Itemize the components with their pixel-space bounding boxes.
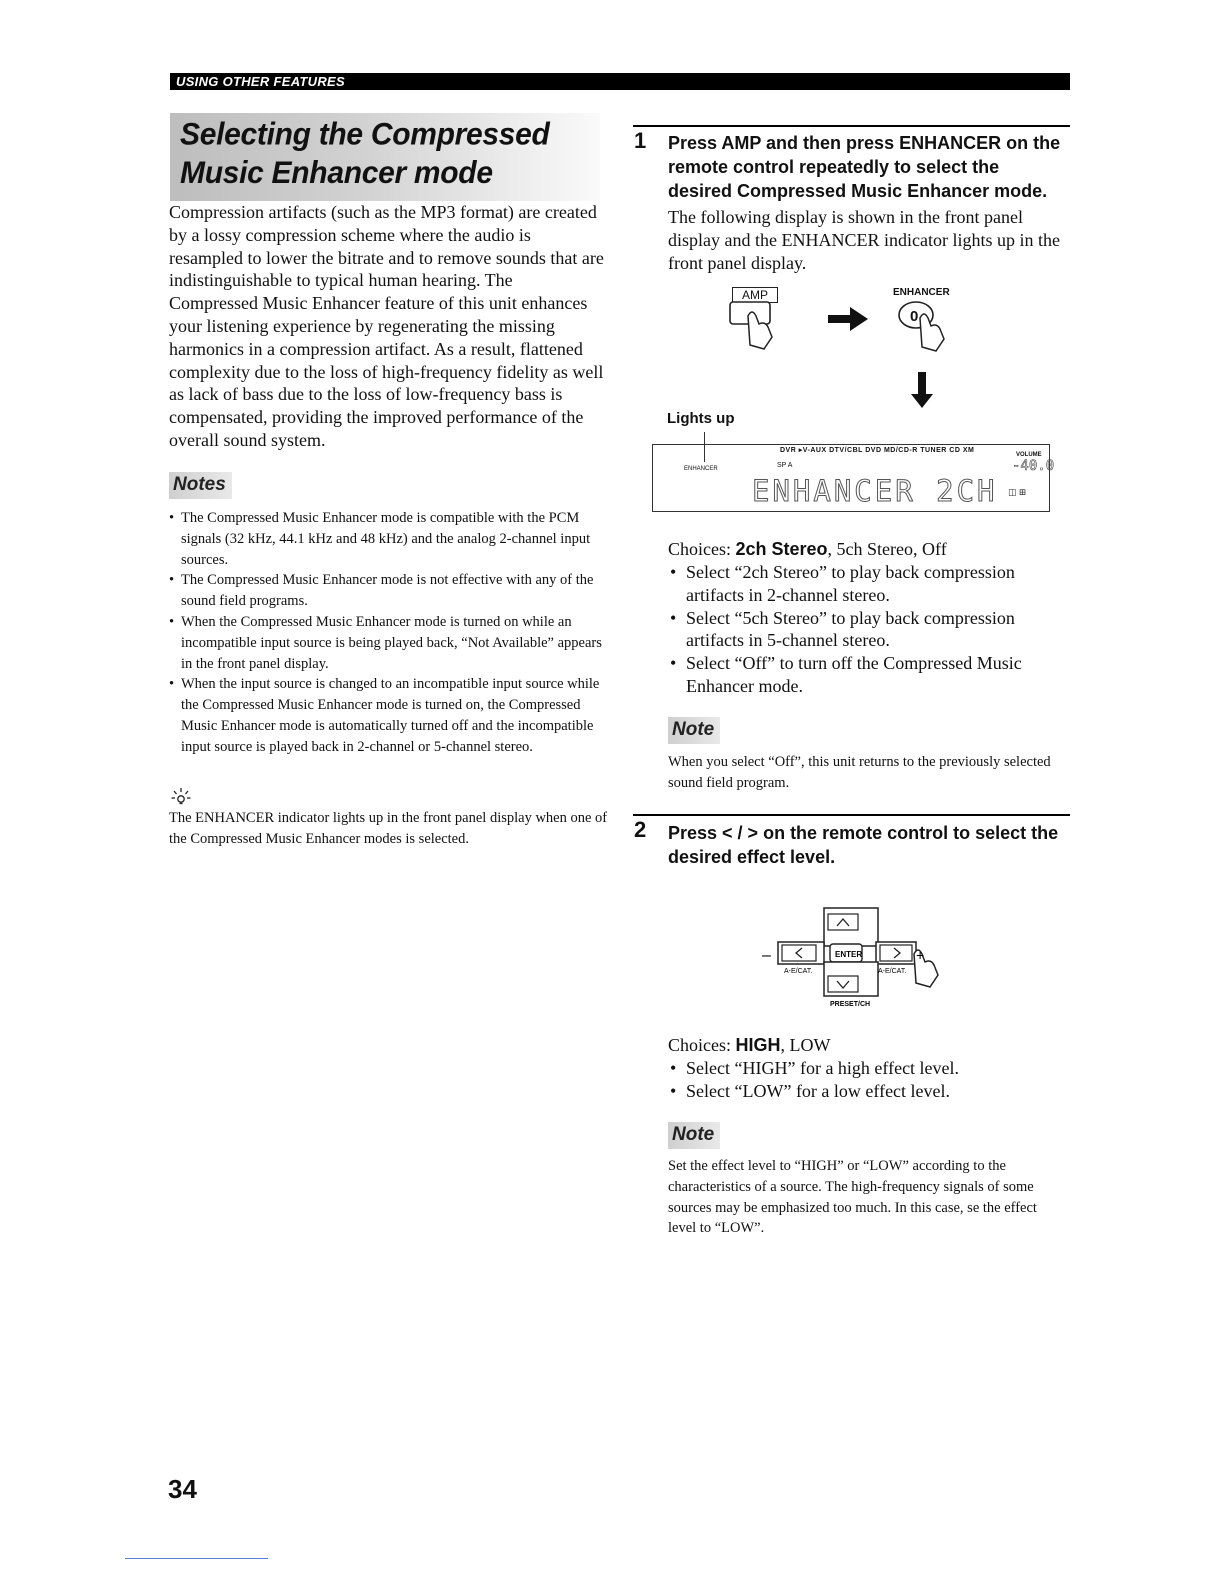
enhancer-button-press-icon xyxy=(896,300,962,352)
step-1-note-text: When you select “Off”, this unit returns to the previously selected sound field program. xyxy=(668,754,1051,791)
front-panel-main-text: ENHANCER 2CH xyxy=(752,474,998,508)
front-panel-enhancer-indicator: ENHANCER xyxy=(684,466,718,472)
list-item: • Select “HIGH” for a high effect level. xyxy=(668,1057,1068,1080)
intro-paragraph: Compression artifacts (such as the MP3 format) are created by a lossy compression scheme where the audio is resampled to lower the bitrate and to remove sounds that are indistinguishable to typical human hearing. The Compressed Music Enhancer feature of this unit enhances your listening experience by regenerating the missing harmonics in a compression artifact. As a result, flattened complexity due to the loss of high-frequency fidelity as well as lack of bass due to the loss of low-frequency bass is compensated, providing the improved performance of the overall sound system. xyxy=(169,202,604,450)
step-2-choices xyxy=(668,1034,1068,1057)
step-2-choice-list xyxy=(668,1057,1068,1103)
page-title: Selecting the Compressed Music Enhancer mode xyxy=(180,117,550,191)
minus-label: – xyxy=(762,947,771,964)
front-panel-status-icons: ◫ ⊞ xyxy=(1008,487,1027,497)
choices-prefix: Choices: xyxy=(668,1035,736,1055)
list-item: • Select “2ch Stereo” to play back compression artifacts in 2-channel stereo. xyxy=(668,561,1068,607)
notes-label: Notes xyxy=(169,472,232,499)
step-2-number: 2 xyxy=(634,817,647,842)
front-panel-speaker-indicator: SP A xyxy=(777,462,793,469)
enhancer-key-label: ENHANCER xyxy=(893,287,950,298)
note-item: • The Compressed Music Enhancer mode is compatible with the PCM signals (32 kHz, 44.1 kHz and 48 kHz) and the analog 2-channel input sources. xyxy=(169,508,605,570)
front-panel-input-indicators: DVR ▸V-AUX DTV/CBL DVD MD/CD-R TUNER CD XM xyxy=(780,447,975,454)
arrow-down-icon xyxy=(910,370,934,410)
notes-list xyxy=(169,508,605,758)
amp-key-label: AMP xyxy=(732,287,778,303)
step-1-choices xyxy=(668,538,1068,561)
note-item: • When the input source is changed to an incompatible input source while the Compressed Music Enhancer mode is turned on, the Compressed Music Enhancer mode is automatically turned off and the incompatible input source is played back in 2-channel or 5-channel stereo. xyxy=(169,674,605,757)
list-item: • Select “Off” to turn off the Compressed Music Enhancer mode. xyxy=(668,652,1068,698)
step-1-heading: Press AMP and then press ENHANCER on the remote control repeatedly to select the desired Compressed Music Enhancer mode. xyxy=(668,133,1061,201)
tip-lightbulb-icon xyxy=(170,786,192,808)
choices-rest: , LOW xyxy=(780,1035,831,1055)
list-item: • Select “5ch Stereo” to play back compression artifacts in 5-channel stereo. xyxy=(668,607,1068,653)
step-2-note-text: Set the effect level to “HIGH” or “LOW” according to the characteristics of a source. The high-frequency signals of some sources may be emphasized too much. In this case, se the effect level to “LOW”. xyxy=(668,1158,1037,1237)
step-1-rule xyxy=(633,125,1070,127)
front-panel-volume-label: VOLUME xyxy=(1016,452,1042,458)
arrow-right-icon xyxy=(826,305,870,333)
step-2-heading: Press < / > on the remote control to select the desired effect level. xyxy=(668,823,1059,867)
step-1-number: 1 xyxy=(634,128,647,153)
preset-ch-label: PRESET/CH xyxy=(830,1001,871,1008)
amp-button-press-icon xyxy=(728,300,800,352)
lights-up-label: Lights up xyxy=(667,410,735,427)
note-item: • When the Compressed Music Enhancer mode is turned on while an incompatible input source is being played back, “Not Available” appears in the front panel display. xyxy=(169,612,605,674)
step-1-choice-list xyxy=(668,561,1068,698)
right-cat-label: A-E/CAT. xyxy=(878,968,907,975)
enter-key-label: ENTER xyxy=(835,950,863,959)
note-item: • The Compressed Music Enhancer mode is not effective with any of the sound field programs. xyxy=(169,570,605,612)
step-1-note-label: Note xyxy=(668,717,720,744)
step-1-body: The following display is shown in the front panel display and the ENHANCER indicator lights up in the front panel display. xyxy=(668,207,1060,273)
choices-default: 2ch Stereo xyxy=(735,539,828,559)
left-cat-label: A-E/CAT. xyxy=(784,968,813,975)
front-panel-volume-value: -40.0 xyxy=(1012,458,1055,474)
enhancer-key-glyph: 0 xyxy=(910,308,919,325)
footer-line xyxy=(125,1558,268,1559)
remote-cursor-keys-diagram xyxy=(758,906,948,1012)
choices-prefix: Choices: xyxy=(668,539,736,559)
plus-label: + xyxy=(916,947,925,963)
list-item: • Select “LOW” for a low effect level. xyxy=(668,1080,1068,1103)
step-2-rule xyxy=(633,814,1070,816)
tip-text: The ENHANCER indicator lights up in the front panel display when one of the Compressed Music Enhancer modes is selected. xyxy=(169,810,608,847)
choices-rest: , 5ch Stereo, Off xyxy=(827,539,947,559)
step-2-note-label: Note xyxy=(668,1122,720,1149)
section-header-label: USING OTHER FEATURES xyxy=(176,74,345,89)
choices-default: HIGH xyxy=(735,1035,781,1055)
page-number: 34 xyxy=(168,1474,197,1504)
